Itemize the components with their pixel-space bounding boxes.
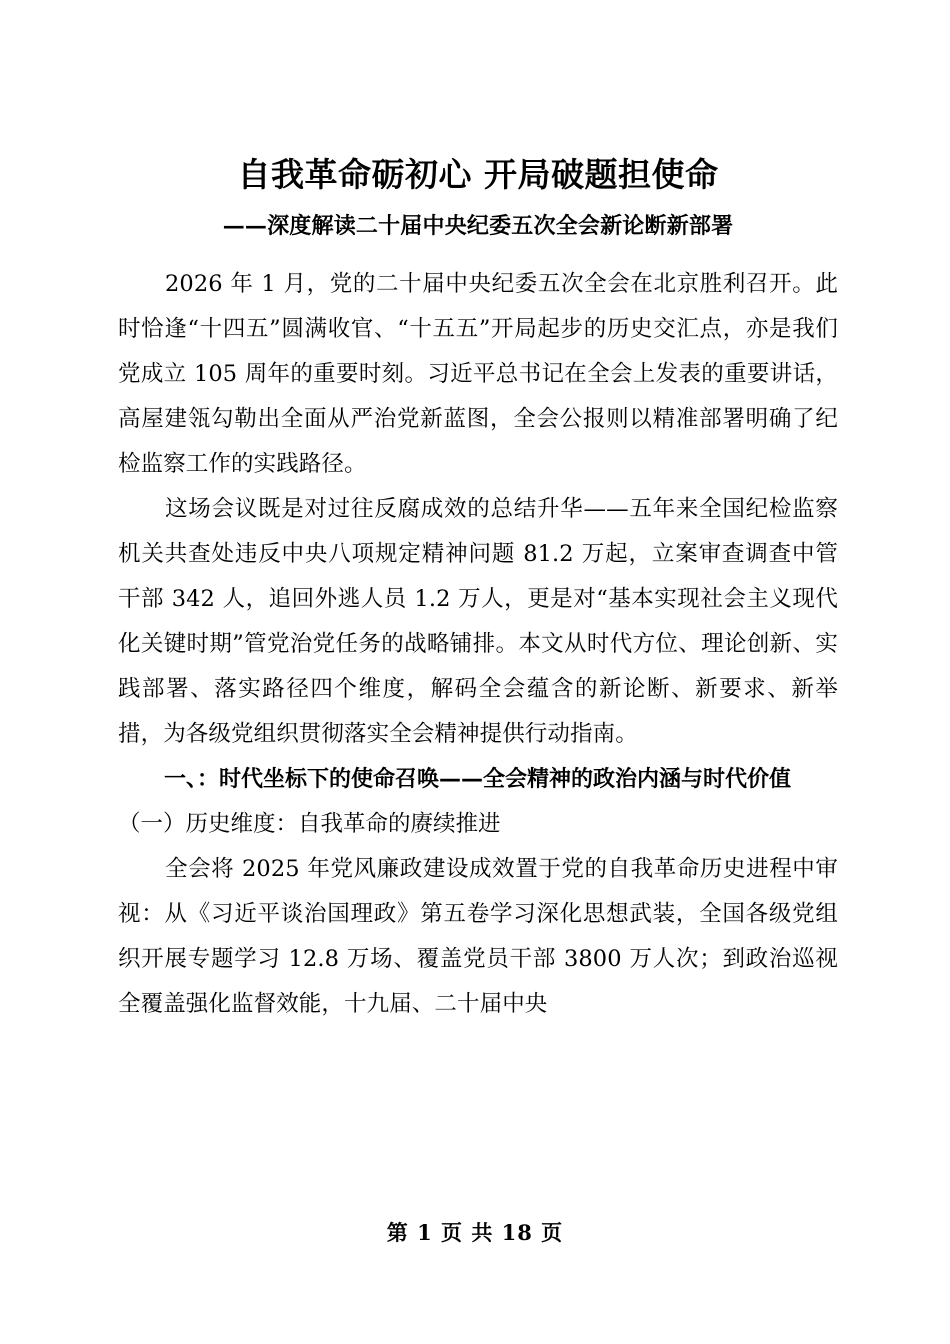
- section-heading-level-2: （一）历史维度：自我革命的赓续推进: [118, 811, 501, 837]
- section-heading-level-1: 一、：时代坐标下的使命召唤——全会精神的政治内涵与时代价值: [164, 767, 792, 792]
- body-paragraph-2: 这场会议既是对过往反腐成效的总结升华——五年来全国纪检监察机关共查处违反中央八项规定精神问题 81.2 万起，立案审查调查中管干部 342 人，追回外逃人员 1.2 万人，更是对“基本实现社会主义现代化关键时期”管党治党任务的战略铺排。本文从时代方位、理论创新、实践部署、落实路径四个维度，解码全会蕴含的新论断、新要求、新举措，为各级党组织贯彻落实全会精神提供行动指南。: [118, 496, 838, 747]
- page-content-area: [118, 0, 838, 1027]
- document-body: [118, 242, 838, 1027]
- body-paragraph-3: 全会将 2025 年党风廉政建设成效置于党的自我革命历史进程中审视：从《习近平谈治国理政》第五卷学习深化思想武装，全国各级党组织开展专题学习 12.8 万场、覆盖党员干部 3800 万人次；到政治巡视全覆盖强化监督效能，十九届、二十届中央: [118, 856, 838, 1017]
- document-title: 自我革命砺初心 开局破题担使命: [237, 155, 719, 194]
- document-subtitle: ——深度解读二十届中央纪委五次全会新论断新部署: [222, 213, 734, 239]
- page-number-footer: 第 1 页 共 18 页: [386, 1220, 564, 1245]
- body-paragraph-1: 2026 年 1 月，党的二十届中央纪委五次全会在北京胜利召开。此时恰逢“十四五”圆满收官、“十五五”开局起步的历史交汇点，亦是我们党成立 105 周年的重要时刻。习近平总书记在全会上发表的重要讲话，高屋建瓴勾勒出全面从严治党新蓝图，全会公报则以精准部署明确了纪检监察工作的实践路径。: [118, 271, 838, 477]
